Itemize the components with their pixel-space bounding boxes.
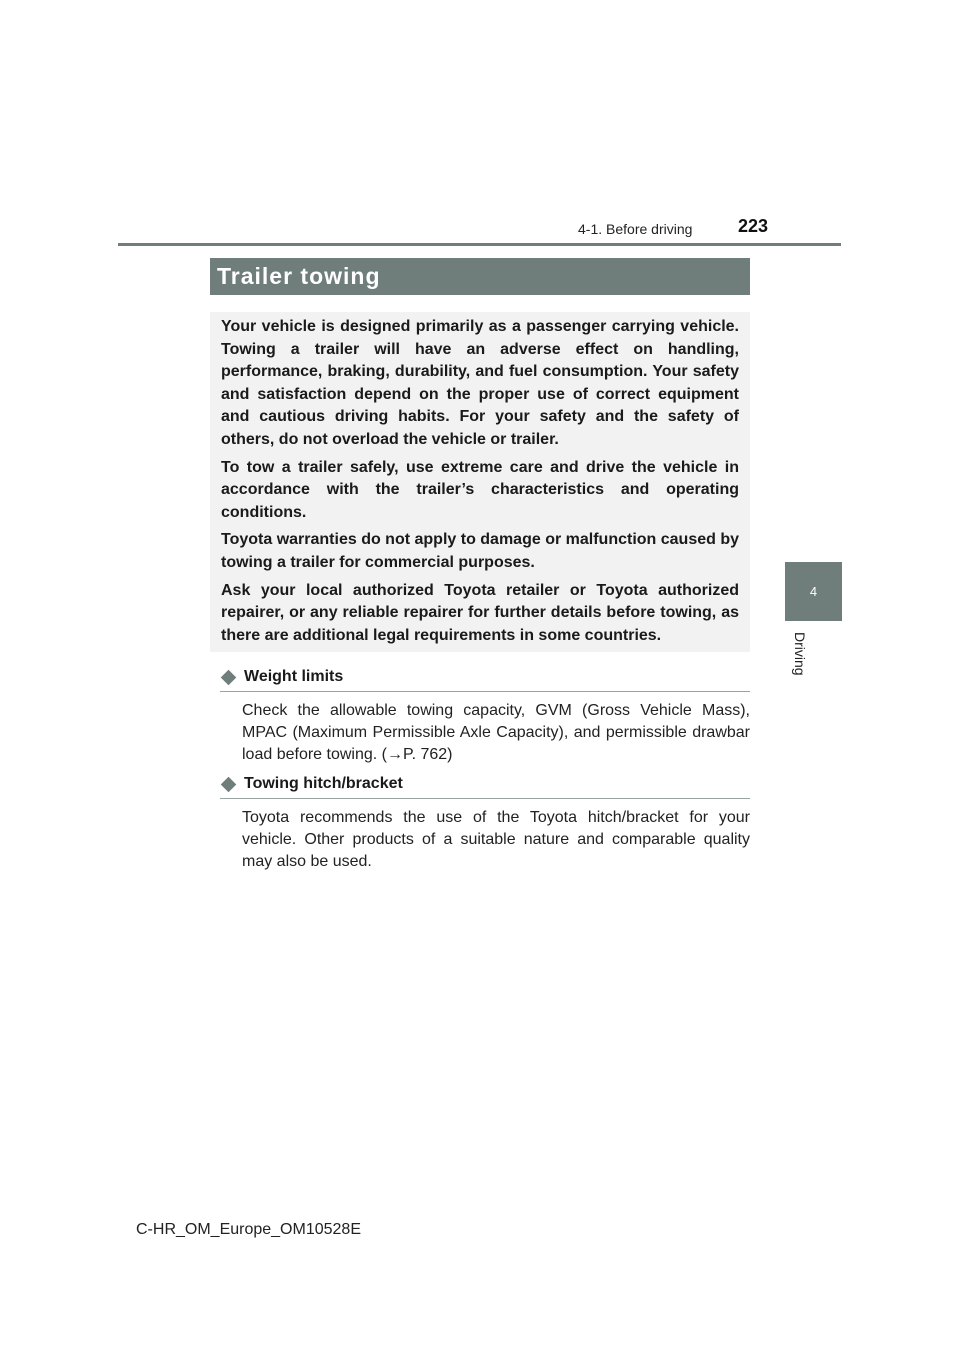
subsection-heading-text: Towing hitch/bracket bbox=[244, 775, 403, 792]
subsection-body: Check the allowable towing capacity, GVM (Gross Vehicle Mass), MPAC (Maximum Permissible Axle Capacity), and permissible drawbar load before towing. (→P. 762) bbox=[242, 702, 750, 763]
intro-paragraph: Your vehicle is designed primarily as a passenger carrying vehicle. Towing a trailer will have an adverse effect on handling, performance, braking, durability, and fuel consumption. Your safety and satisfaction depend on the proper use of correct equipment and cautious driving habits. For your safety and the safety of others, do not overload the vehicle or trailer. bbox=[221, 318, 739, 448]
chapter-label: Driving bbox=[792, 632, 808, 676]
subsection-towing-hitch bbox=[220, 773, 750, 873]
header-divider bbox=[118, 243, 841, 246]
intro-paragraph: Toyota warranties do not apply to damage or malfunction caused by towing a trailer for commercial purposes. bbox=[221, 531, 740, 571]
header-section-title: 4-1. Before driving bbox=[578, 221, 693, 237]
subsection-heading-text: Weight limits bbox=[244, 668, 344, 685]
intro-box bbox=[210, 312, 750, 652]
page-number: 223 bbox=[738, 216, 769, 236]
page-title: Trailer towing bbox=[217, 263, 381, 289]
intro-paragraph: Ask your local authorized Toyota retailer or Toyota authorized repairer, or any reliable repairer for further details before towing, as there are additional legal requirements in some countries. bbox=[221, 581, 739, 644]
diamond-bullet-icon bbox=[221, 669, 237, 685]
chapter-tab[interactable] bbox=[785, 562, 842, 621]
subsection-weight-limits bbox=[220, 666, 750, 766]
document-code: C-HR_OM_Europe_OM10528E bbox=[136, 1221, 361, 1238]
subsection-body: Toyota recommends the use of the Toyota hitch/bracket for your vehicle. Other products of a suitable nature and comparable quality may also be used. bbox=[242, 809, 750, 870]
section-title-bar bbox=[210, 258, 750, 295]
intro-paragraph: To tow a trailer safely, use extreme care and drive the vehicle in accordance with the trailer’s characteristics and operating conditions. bbox=[221, 458, 739, 521]
subsection-heading bbox=[220, 666, 750, 692]
subsection-heading bbox=[220, 773, 750, 799]
diamond-bullet-icon bbox=[221, 776, 237, 792]
chapter-number: 4 bbox=[809, 584, 818, 599]
